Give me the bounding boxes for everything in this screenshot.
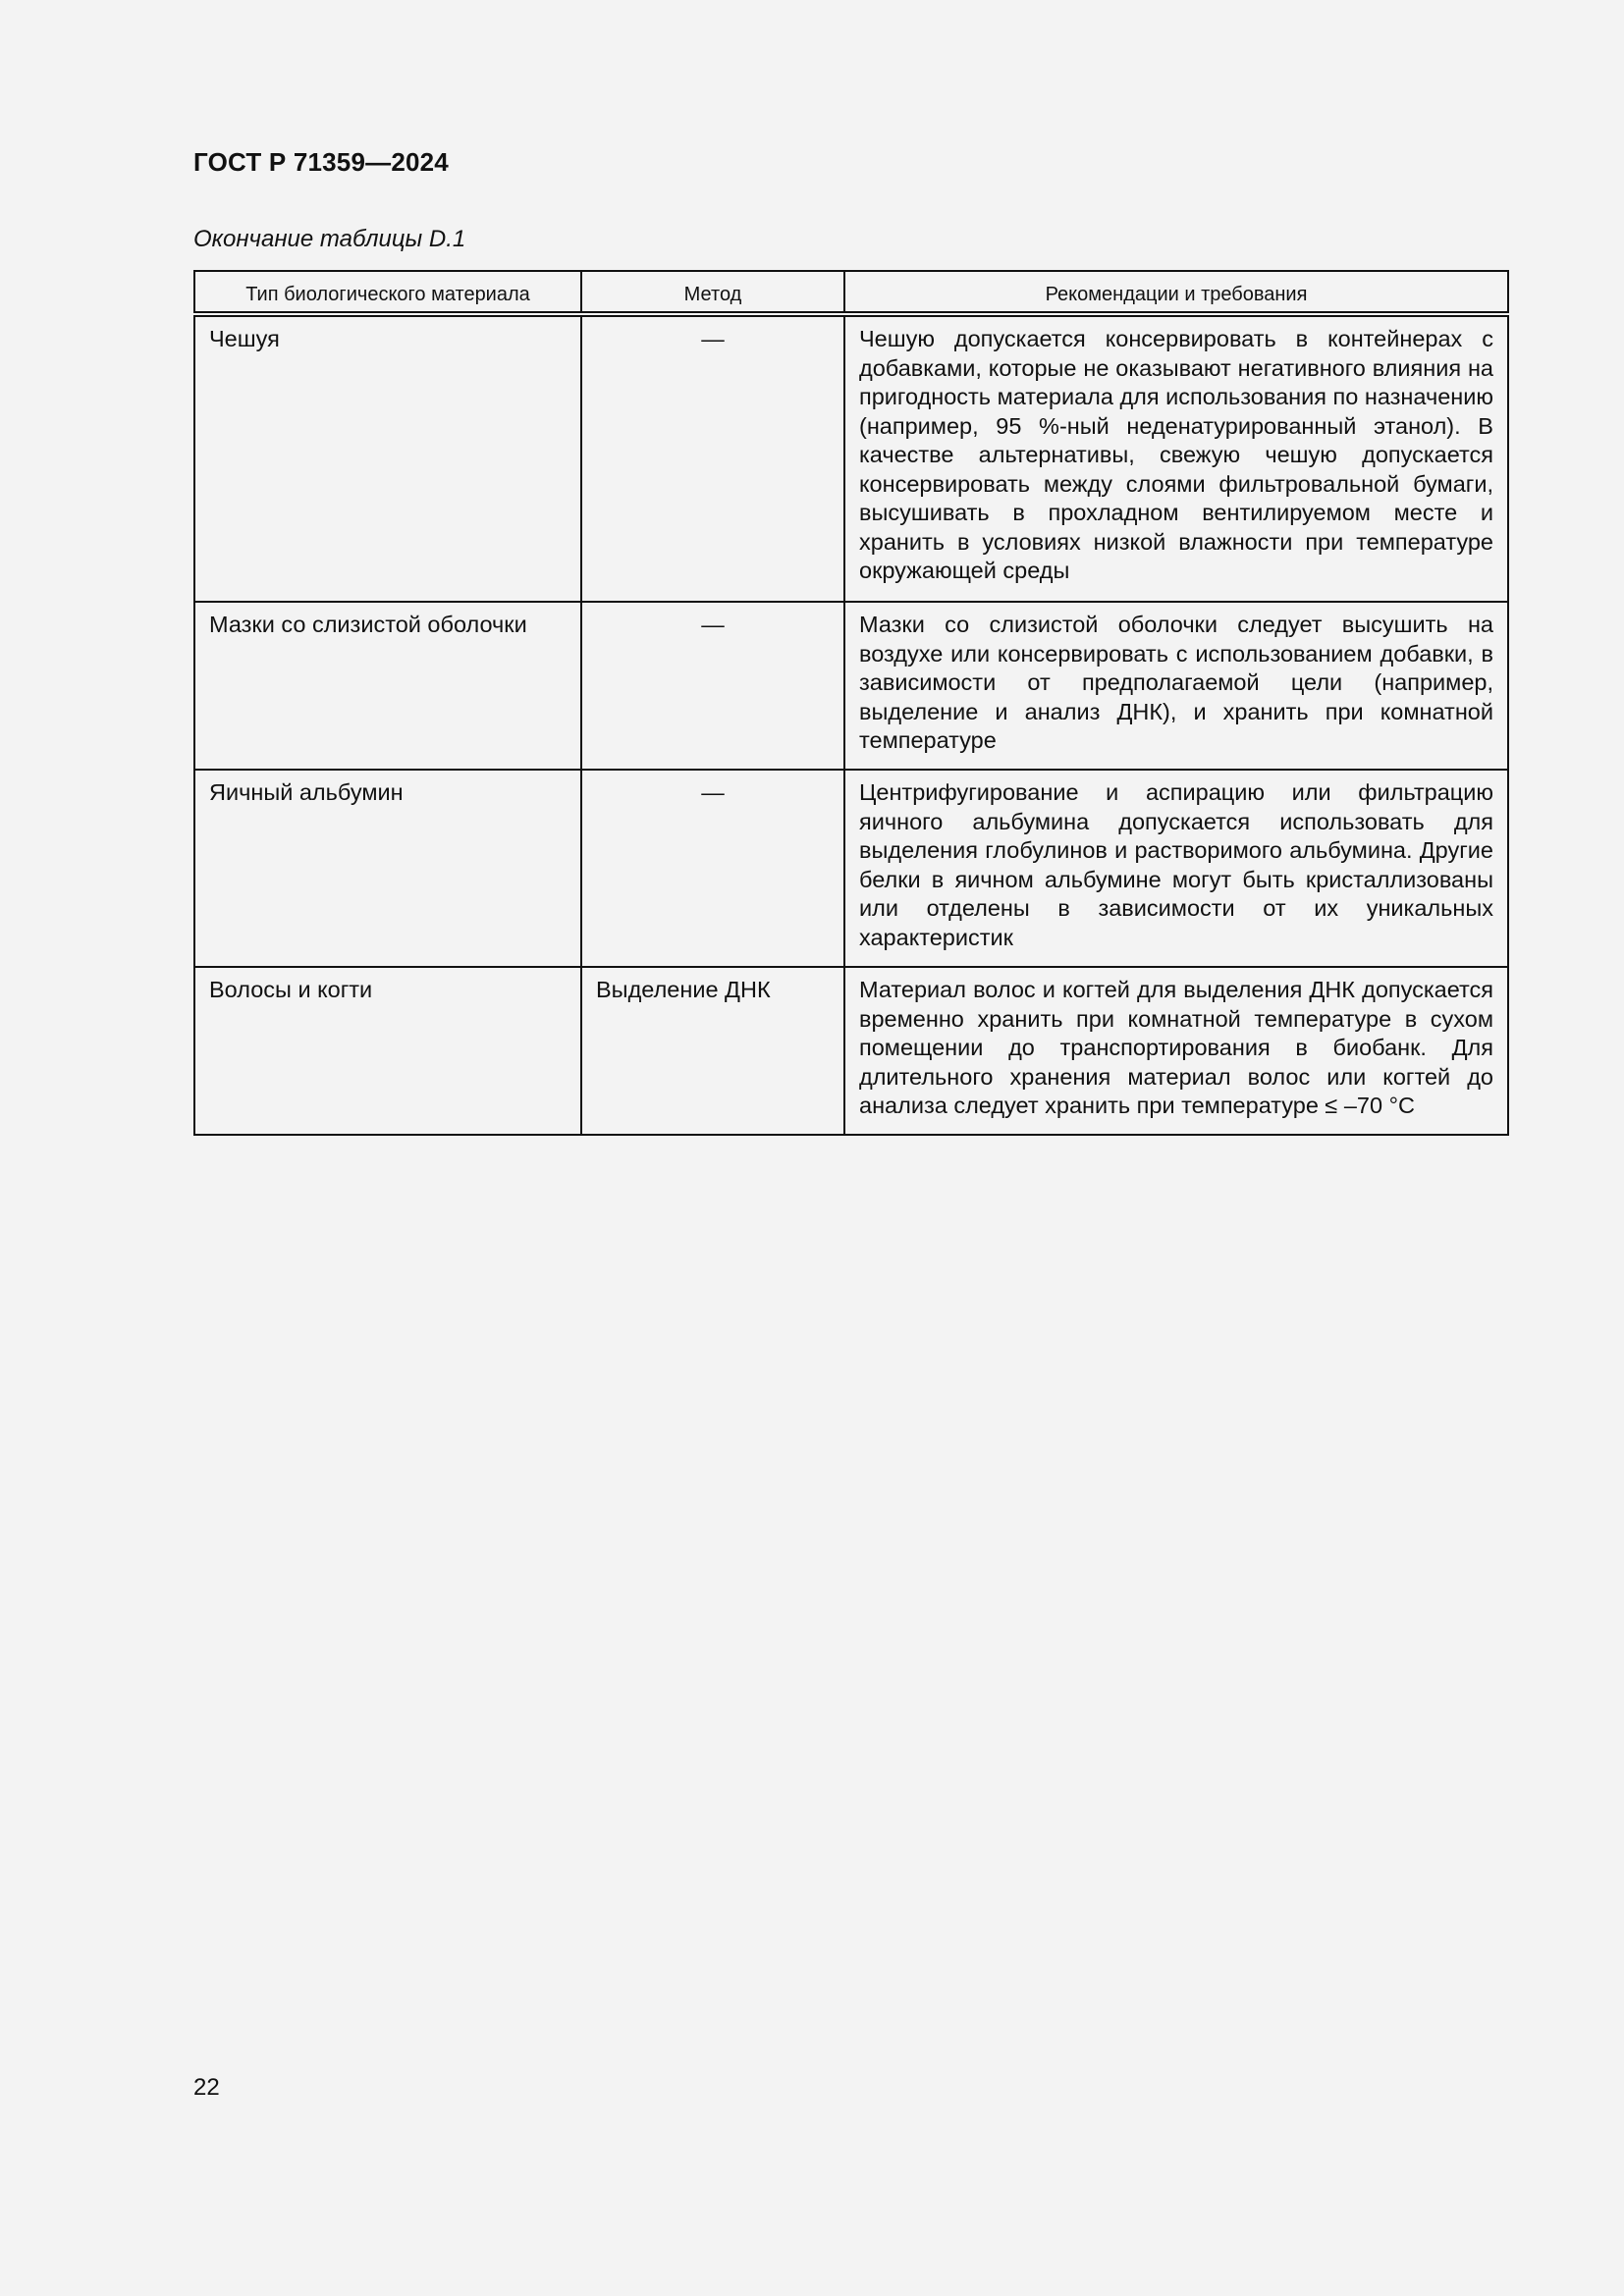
table-caption: Окончание таблицы D.1 [193, 226, 466, 252]
cell-method: — [581, 602, 844, 770]
column-header-method: Метод [581, 271, 844, 314]
table-container [193, 270, 1509, 1136]
column-header-type: Тип биологического материала [194, 271, 581, 314]
cell-method: — [581, 314, 844, 602]
cell-method: Выделение ДНК [581, 967, 844, 1135]
cell-material-type: Чешуя [194, 314, 581, 602]
table-row [194, 314, 1508, 602]
cell-recommendation: Мазки со слизистой оболочки следует высушить на воздухе или консервировать с использованием добавки, в зависимости от предполагаемой цели (например, выделение и анализ ДНК), и хранить при комнатной температуре [844, 602, 1508, 770]
document-code: ГОСТ Р 71359—2024 [193, 147, 449, 177]
table-row [194, 770, 1508, 967]
cell-recommendation: Центрифугирование и аспирацию или фильтрацию яичного альбумина допускается использовать для выделения глобулинов и растворимого альбумина. Другие белки в яичном альбумине могут быть кристаллизованы или отделены в зависимости от их уникальных характеристик [844, 770, 1508, 967]
cell-recommendation: Чешую допускается консервировать в контейнерах с добавками, которые не оказывают негативного влияния на пригодность материала для использования по назначению (например, 95 %-ный неденатурированный этанол). В качестве альтернативы, свежую чешую допускается консервировать между слоями фильтровальной бумаги, высушивать в прохладном вентилируемом месте и хранить в условиях низкой влажности при температуре окружающей среды [844, 314, 1508, 602]
cell-material-type: Мазки со слизистой оболочки [194, 602, 581, 770]
cell-method: — [581, 770, 844, 967]
page-number: 22 [193, 2074, 220, 2101]
table-row [194, 602, 1508, 770]
column-header-recommendations: Рекомендации и требования [844, 271, 1508, 314]
materials-table [193, 270, 1509, 1136]
cell-recommendation: Материал волос и когтей для выделения ДНК допускается временно хранить при комнатной температуре в сухом помещении до транспортирования в биобанк. Для длительного хранения материал волос или когтей до анализа следует хранить при температуре ≤ –70 °С [844, 967, 1508, 1135]
table-row [194, 967, 1508, 1135]
cell-material-type: Яичный альбумин [194, 770, 581, 967]
cell-material-type: Волосы и когти [194, 967, 581, 1135]
table-header-row [194, 271, 1508, 314]
